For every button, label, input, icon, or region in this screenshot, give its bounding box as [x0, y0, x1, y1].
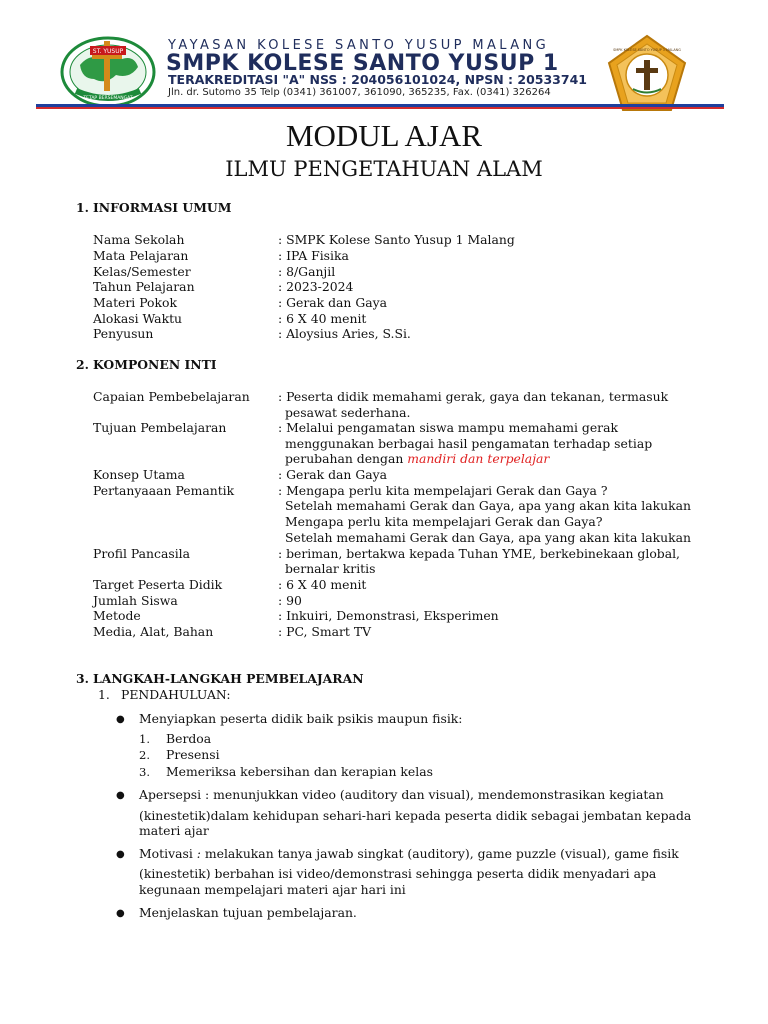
tujuan-line: menggunakan berbagai hasil pengamatan terhadap setiap: [285, 436, 653, 451]
bullet-text: materi ajar: [139, 823, 209, 838]
address-line: Jln. dr. Sutomo 35 Telp (0341) 361007, 361090, 365235, Fax. (0341) 326264: [168, 87, 551, 98]
jumlah-value: : 90: [278, 593, 302, 608]
info-label: Mata Pelajaran: [93, 248, 189, 263]
info-value: : Gerak dan Gaya: [278, 295, 388, 310]
target-label: Target Peserta Didik: [93, 577, 223, 592]
pertanyaan-line: Mengapa perlu kita mempelajari Gerak dan Gaya?: [285, 514, 603, 529]
school-logo-left: [60, 35, 156, 107]
sublist-item: Memeriksa kebersihan dan kerapian kelas: [166, 764, 433, 779]
jumlah-label: Jumlah Siswa: [93, 593, 178, 608]
tujuan-line: : Melalui pengamatan siswa mampu memahami gerak: [278, 420, 618, 435]
bullet-text: Apersepsi : menunjukkan video (auditory dan visual), mendemonstrasikan kegiatan: [139, 787, 664, 802]
tujuan-last-line: [285, 451, 549, 467]
pertanyaan-line: : Mengapa perlu kita mempelajari Gerak dan Gaya ?: [278, 483, 608, 498]
info-value: : 6 X 40 menit: [278, 311, 367, 326]
subsection-number: 1.: [98, 687, 110, 702]
school-logo-right: [606, 34, 688, 114]
info-label: Penyusun: [93, 326, 154, 341]
school-name: SMPK KOLESE SANTO YUSUP 1: [166, 51, 559, 76]
info-label: Tahun Pelajaran: [93, 279, 195, 294]
capaian-label: Capaian Pembebelajaran: [93, 389, 250, 404]
konsep-label: Konsep Utama: [93, 467, 185, 482]
metode-value: : Inkuiri, Demonstrasi, Eksperimen: [278, 608, 499, 623]
section1-number: 1.: [76, 200, 89, 215]
subsection-heading: PENDAHULUAN:: [121, 687, 231, 702]
media-label: Media, Alat, Bahan: [93, 624, 214, 639]
document-title: MODUL AJAR: [285, 118, 483, 153]
bullet-icon: ●: [116, 849, 125, 860]
section3-number: 3.: [76, 671, 89, 686]
info-label: Materi Pokok: [93, 295, 177, 310]
logo-left-banner: ST. YUSUP: [92, 48, 124, 55]
bullet-text: (kinestetik) berbahan isi video/demonstrasi sehingga peserta didik menyadari apa: [139, 866, 657, 881]
section2-heading: KOMPONEN INTI: [93, 357, 217, 372]
sublist-item: Berdoa: [166, 731, 212, 746]
tujuan-label: Tujuan Pembelajaran: [93, 420, 227, 435]
bullet-text: kegunaan mempelajari materi ajar hari ini: [139, 882, 406, 897]
motivasi-rest: melakukan tanya jawab singkat (auditory), game puzzle (visual), game fisik: [200, 846, 679, 861]
sublist-number: 1.: [139, 732, 151, 746]
info-value: : 8/Ganjil: [278, 264, 336, 279]
sublist-number: 2.: [139, 748, 151, 762]
document-subtitle: ILMU PENGETAHUAN ALAM: [225, 157, 543, 181]
motivasi-label: Motivasi: [139, 846, 197, 861]
profil-label: Profil Pancasila: [93, 546, 191, 561]
info-value: : 2023-2024: [278, 279, 354, 294]
bullet-text-first: [139, 846, 679, 862]
bullet-icon: ●: [116, 908, 125, 919]
info-label: Kelas/Semester: [93, 264, 191, 279]
section1-heading: INFORMASI UMUM: [93, 200, 232, 215]
logo-left-motto: TETAP BERSEMANGAT: [83, 96, 133, 101]
tujuan-highlight: mandiri dan terpelajar: [407, 451, 550, 466]
info-value: : Aloysius Aries, S.Si.: [278, 326, 411, 341]
bullet-icon: ●: [116, 790, 125, 801]
pertanyaan-line: Setelah memahami Gerak dan Gaya, apa yang akan kita lakukan: [285, 530, 691, 545]
foundation-name: YAYASAN KOLESE SANTO YUSUP MALANG: [168, 38, 550, 53]
media-value: : PC, Smart TV: [278, 624, 372, 639]
letterhead-rule-red: [36, 107, 724, 109]
logo-right-text: SMPK KOLESE SANTO YUSUP 1 MALANG: [613, 48, 681, 52]
info-value: : SMPK Kolese Santo Yusup 1 Malang: [278, 232, 515, 247]
tujuan-last-prefix: perubahan dengan: [285, 451, 408, 466]
konsep-value: : Gerak dan Gaya: [278, 467, 388, 482]
section3-heading: LANGKAH-LANGKAH PEMBELAJARAN: [93, 671, 364, 686]
capaian-line: pesawat sederhana.: [285, 405, 411, 420]
bullet-text: Menyiapkan peserta didik baik psikis maupun fisik:: [139, 711, 463, 726]
pertanyaan-line: Setelah memahami Gerak dan Gaya, apa yang akan kita lakukan: [285, 498, 691, 513]
capaian-line: : Peserta didik memahami gerak, gaya dan tekanan, termasuk: [278, 389, 669, 404]
pertanyaan-label: Pertanyaaan Pemantik: [93, 483, 235, 498]
info-label: Nama Sekolah: [93, 232, 185, 247]
metode-label: Metode: [93, 608, 141, 623]
target-value: : 6 X 40 menit: [278, 577, 367, 592]
info-label: Alokasi Waktu: [93, 311, 183, 326]
bullet-text: Menjelaskan tujuan pembelajaran.: [139, 905, 357, 920]
motivasi-colon: :: [196, 846, 201, 861]
section2-number: 2.: [76, 357, 89, 372]
bullet-icon: ●: [116, 714, 125, 725]
info-value: : IPA Fisika: [278, 248, 349, 263]
accreditation-line: TERAKREDITASI "A" NSS : 204056101024, NPSN : 20533741: [168, 72, 587, 87]
profil-line: bernalar kritis: [285, 561, 376, 576]
profil-line: : beriman, bertakwa kepada Tuhan YME, berkebinekaan global,: [278, 546, 680, 561]
sublist-item: Presensi: [166, 747, 220, 762]
bullet-text: (kinestetik)dalam kehidupan sehari-hari kepada peserta didik sebagai jembatan kepada: [139, 808, 692, 823]
sublist-number: 3.: [139, 765, 151, 779]
